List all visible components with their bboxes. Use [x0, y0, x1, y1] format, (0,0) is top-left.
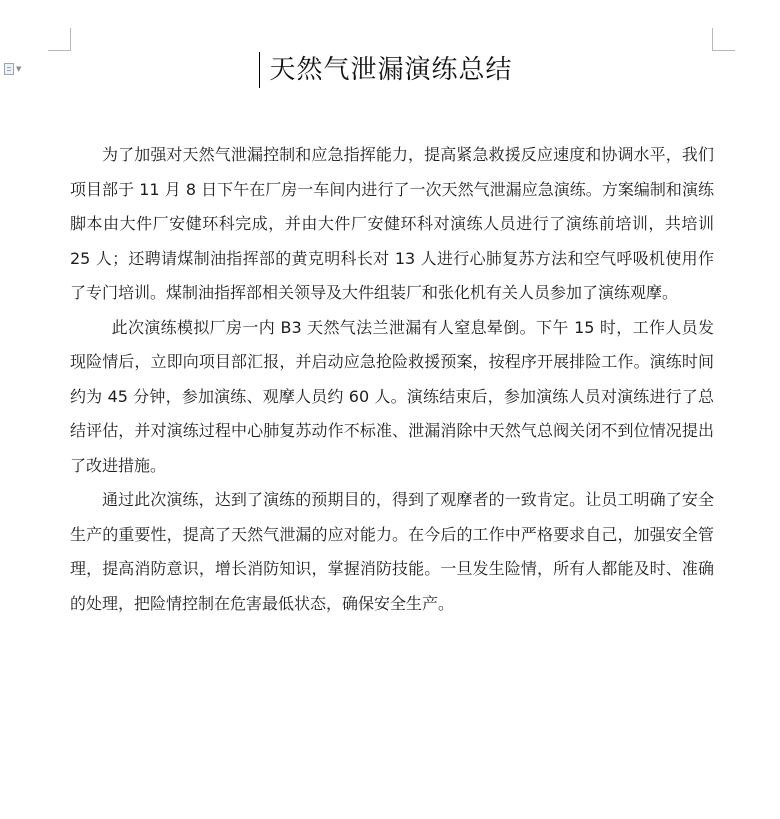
document-icon — [4, 63, 14, 75]
paragraph-3[interactable]: 通过此次演练，达到了演练的预期目的，得到了观摩者的一致肯定。让员工明确了安全生产的重要性，提高了天然气泄漏的应对能力。在今后的工作中严格要求自己，加强安全管理，提高消防意识，增长消防知识，掌握消防技能。一旦发生险情，所有人都能及时、准确的处理，把险情控制在危害最低状态，确保安全生产。 — [70, 490, 714, 613]
document-body[interactable] — [70, 138, 714, 621]
margin-mark-top-right — [712, 28, 735, 51]
paragraph-2[interactable]: 此次演练模拟厂房一内 B3 天然气法兰泄漏有人窒息晕倒。下午 15 时，工作人员发现险情后，立即向项目部汇报，并启动应急抢险救援预案，按程序开展排险工作。演练时间约为 45 分钟，参加演练、观摩人员约 60 人。演练结束后，参加演练人员对演练进行了总结评估，并对演练过程中心肺复苏动作不标准、泄漏消除中天然气总阀关闭不到位情况提出了改进措施。 — [70, 317, 714, 475]
text-cursor — [259, 52, 260, 88]
document-title[interactable]: 天然气泄漏演练总结 — [269, 55, 513, 85]
paragraph-1[interactable]: 为了加强对天然气泄漏控制和应急指挥能力，提高紧急救援反应速度和协调水平，我们项目部于 11 月 8 日下午在厂房一车间内进行了一次天然气泄漏应急演练。方案编制和演练脚本由大件厂安健环科完成，并由大件厂安健环科对演练人员进行了演练前培训，共培训 25 人；还聘请煤制油指挥部的黄克明科长对 13 人进行心肺复苏方法和空气呼吸机使用作了专门培训。煤制油指挥部相关领导及大件组装厂和张化机有关人员参加了演练观摩。 — [70, 145, 714, 302]
chevron-down-icon: ▼ — [16, 64, 22, 73]
navigation-toggle[interactable] — [4, 62, 32, 76]
margin-mark-top-left — [48, 28, 71, 51]
